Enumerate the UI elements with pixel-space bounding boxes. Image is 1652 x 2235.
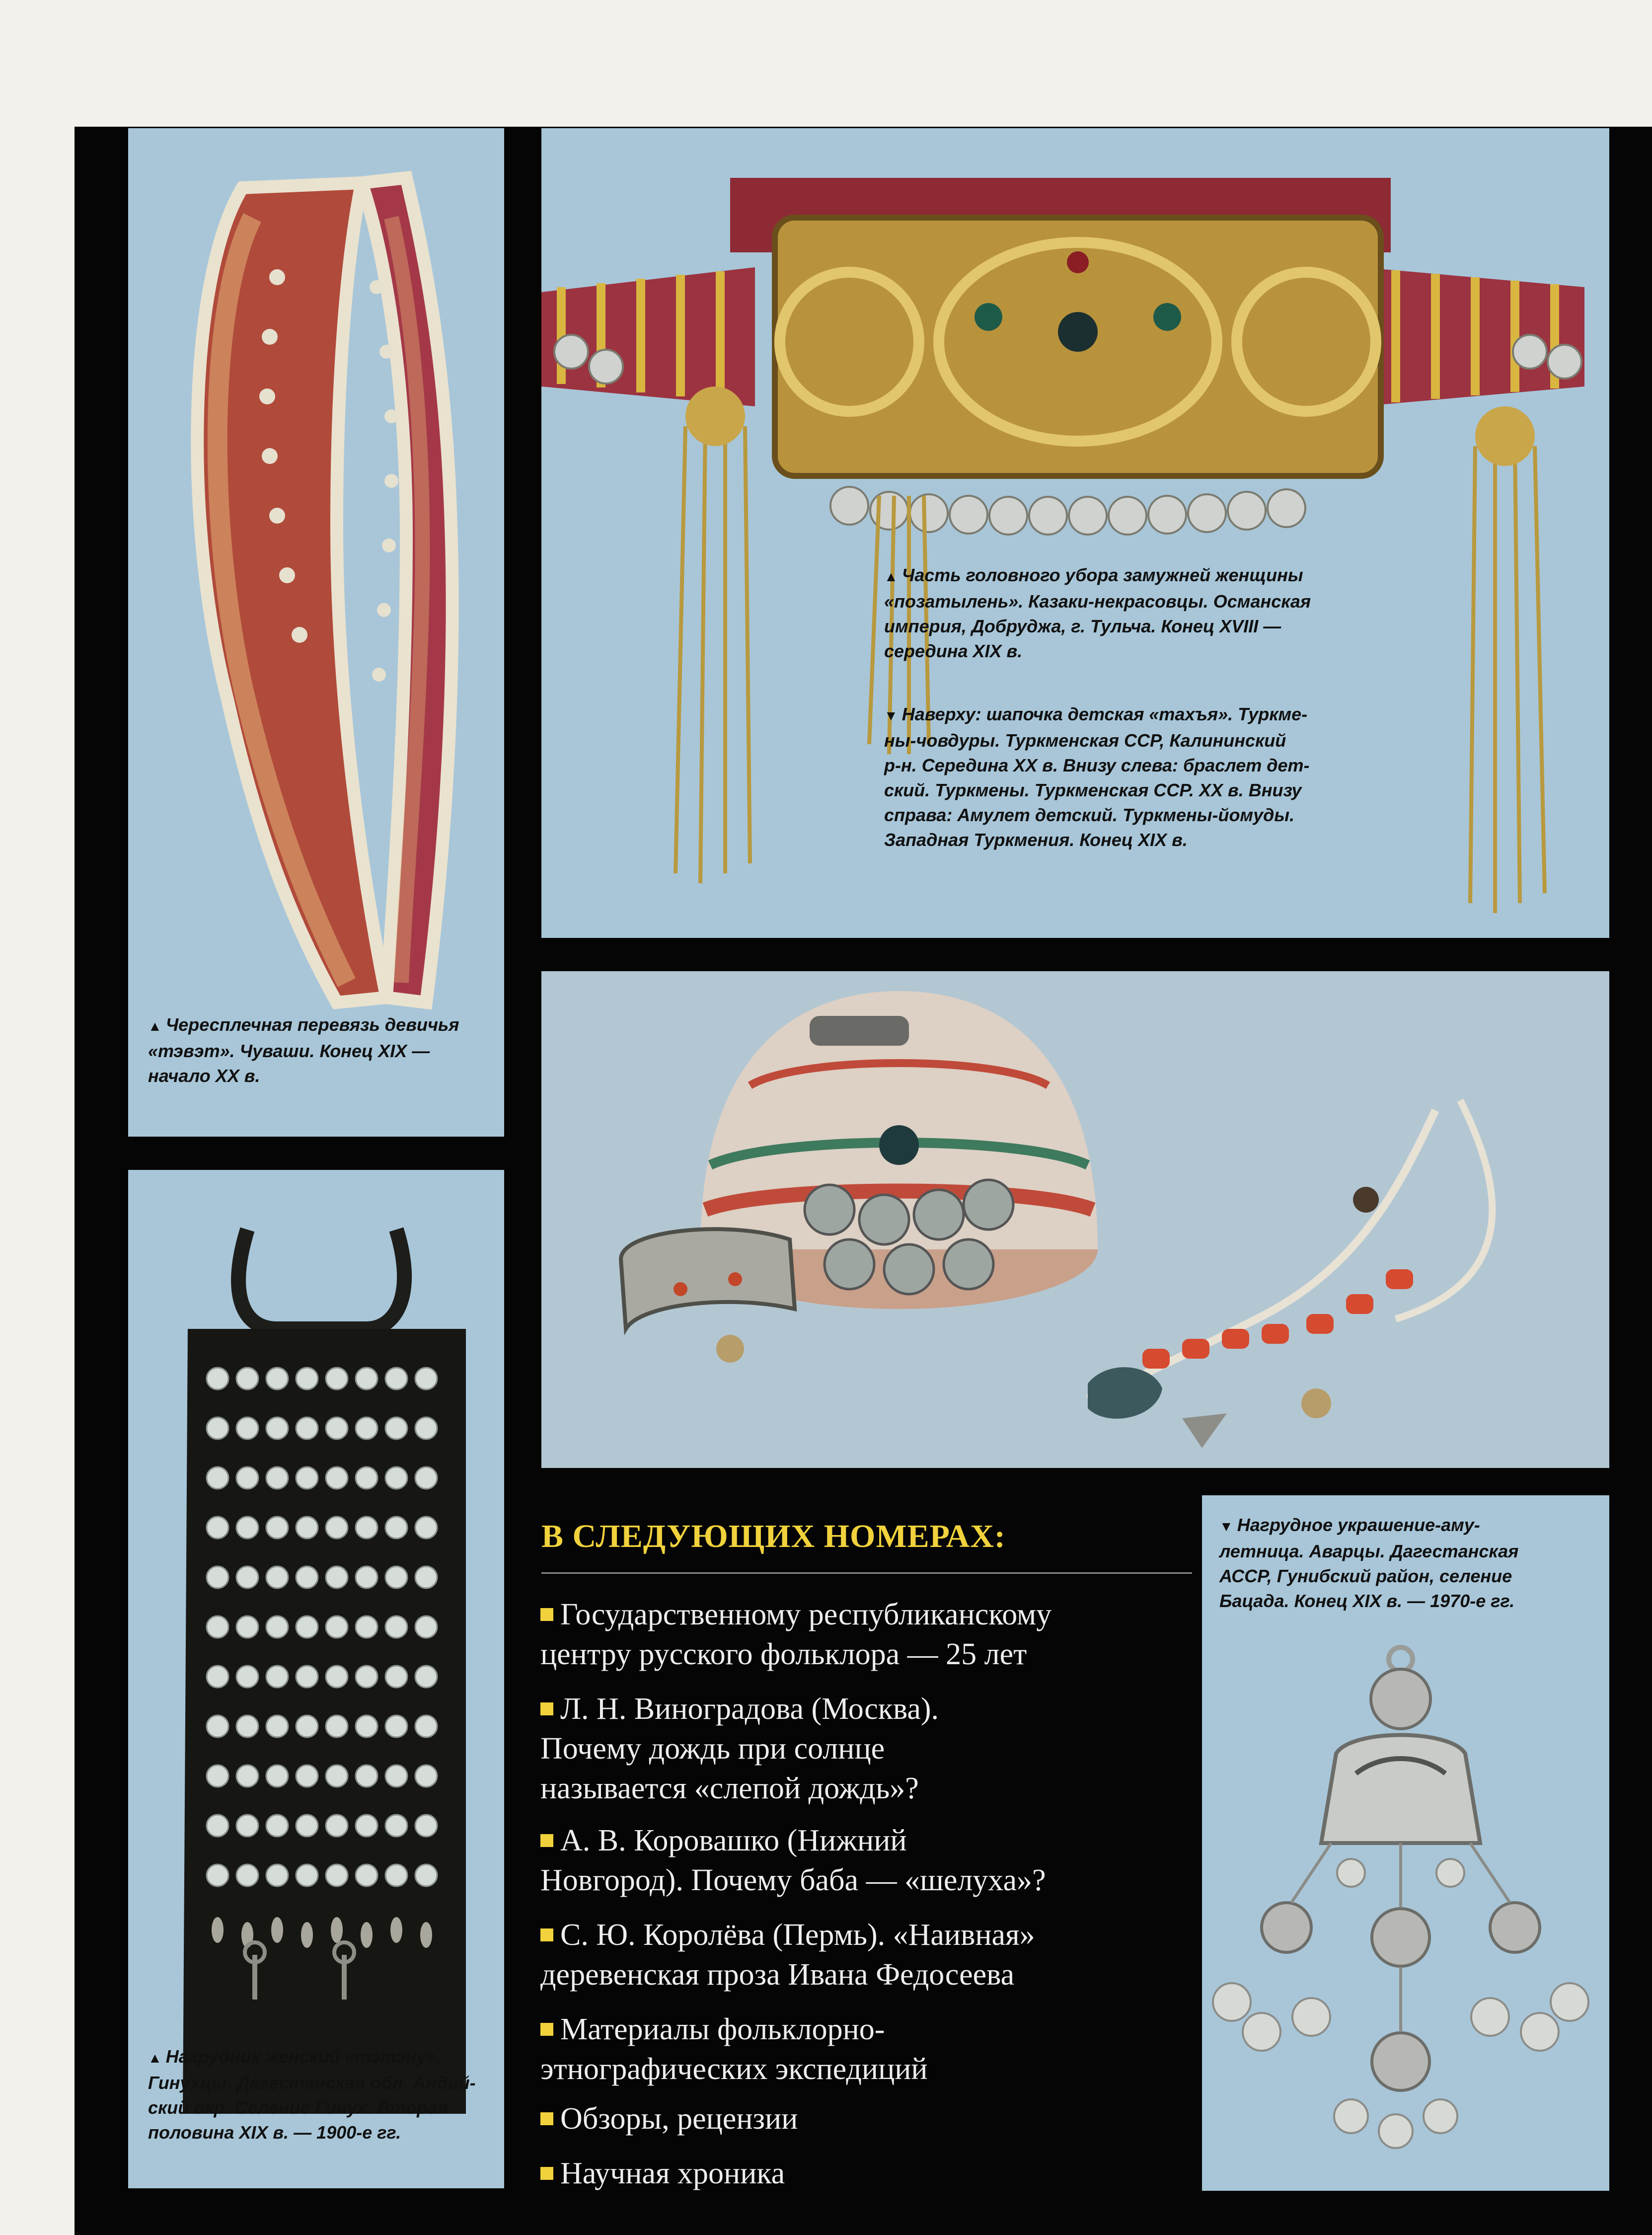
next-issue-text: Государственному республиканскому центру русского фольклора — 25 лет (540, 1598, 1052, 1671)
divider (541, 1572, 1192, 1574)
caption-sash: ▲ Чересплечная перевязь девичья «тэвэт». Чуваши. Конец XIX — начало XX в. (148, 1014, 459, 1086)
next-issue-item (540, 2009, 928, 2089)
up-triangle-icon: ▲ (148, 1018, 162, 1034)
bullet-icon (540, 2167, 553, 2180)
bullet-icon (540, 1608, 553, 1621)
bullet-icon (540, 1928, 553, 1941)
up-triangle-icon: ▲ (148, 2050, 162, 2066)
photo-panel-bib (128, 1170, 504, 2188)
photo-panel-sash (128, 128, 504, 1137)
down-triangle-icon: ▼ (1219, 1519, 1233, 1534)
caption-amulet-text: Нагрудное украшение-аму- летница. Аварцы. Дагестанская АССР, Гунибский район, селение Бацада. Конец XIX в. — 1970-е гг. (1219, 1515, 1519, 1611)
next-issue-text: Л. Н. Виноградова (Москва). Почему дождь при солнце называется «слепой дождь»? (540, 1692, 939, 1805)
bullet-icon (540, 2112, 553, 2125)
bullet-icon (540, 1702, 553, 1715)
bullet-icon (540, 2023, 553, 2036)
next-issue-text: А. В. Коровашко (Нижний Новгород). Почему баба — «шелуха»? (540, 1824, 1046, 1897)
photo-panel-headdress (541, 128, 1609, 938)
next-issue-text: С. Ю. Королёва (Пермь). «Наивная» деревенская проза Ивана Федосеева (540, 1918, 1035, 1992)
photo-panel-amulet (1202, 1495, 1609, 2191)
next-issue-item (540, 2154, 785, 2193)
next-issue-item (540, 1689, 939, 1808)
caption-headdress (884, 563, 1311, 664)
next-issues-title: В СЛЕДУЮЩИХ НОМЕРАХ: (541, 1518, 1006, 1554)
sash-illustration (128, 128, 504, 1137)
next-issue-text: Научная хроника (560, 2157, 785, 2190)
next-issue-item (540, 2099, 798, 2139)
down-triangle-icon: ▼ (884, 708, 898, 723)
bib-illustration (128, 1170, 504, 2188)
caption-amulet (1219, 1513, 1518, 1614)
caption-cap-set-text: Наверху: шапочка детская «тахъя». Туркме- ны-човдуры. Туркменская ССР, Калининский р-н. Середина XX в. Внизу слева: браслет дет- ский. Туркмены. Туркменская ССР. XX в. Внизу справа: Амулет детский. Туркмены-йомуды. Западная Туркмения. Конец XIX в. (884, 704, 1310, 850)
caption-bib-text: Нагрудник женский «тэтэну». Гинухцы. Дагестанская обл. Андий- ский окр. Селение Гинух. Вторая половина XIX в. — 1900-е гг. (148, 2046, 476, 2143)
next-issue-text: Обзоры, рецензии (560, 2102, 798, 2136)
caption-headdress-text: Часть головного убора замужней женщины «позатылень». Казаки-некрасовцы. Османская империя, Добруджа, г. Тульча. Конец XVIII — середина XIX в. (884, 565, 1311, 661)
next-issue-item (540, 1915, 1035, 1995)
photo-panel-cap-set (541, 971, 1609, 1468)
caption-cap-set (884, 702, 1310, 852)
bullet-icon (540, 1834, 553, 1847)
next-issue-text: Материалы фольклорно- этнографических экспедиций (540, 2012, 928, 2086)
next-issue-item (540, 1595, 1051, 1674)
caption-bib (148, 2044, 476, 2145)
cap-set-illustration (541, 971, 1609, 1468)
up-triangle-icon: ▲ (884, 569, 898, 584)
next-issue-item (540, 1821, 1046, 1900)
